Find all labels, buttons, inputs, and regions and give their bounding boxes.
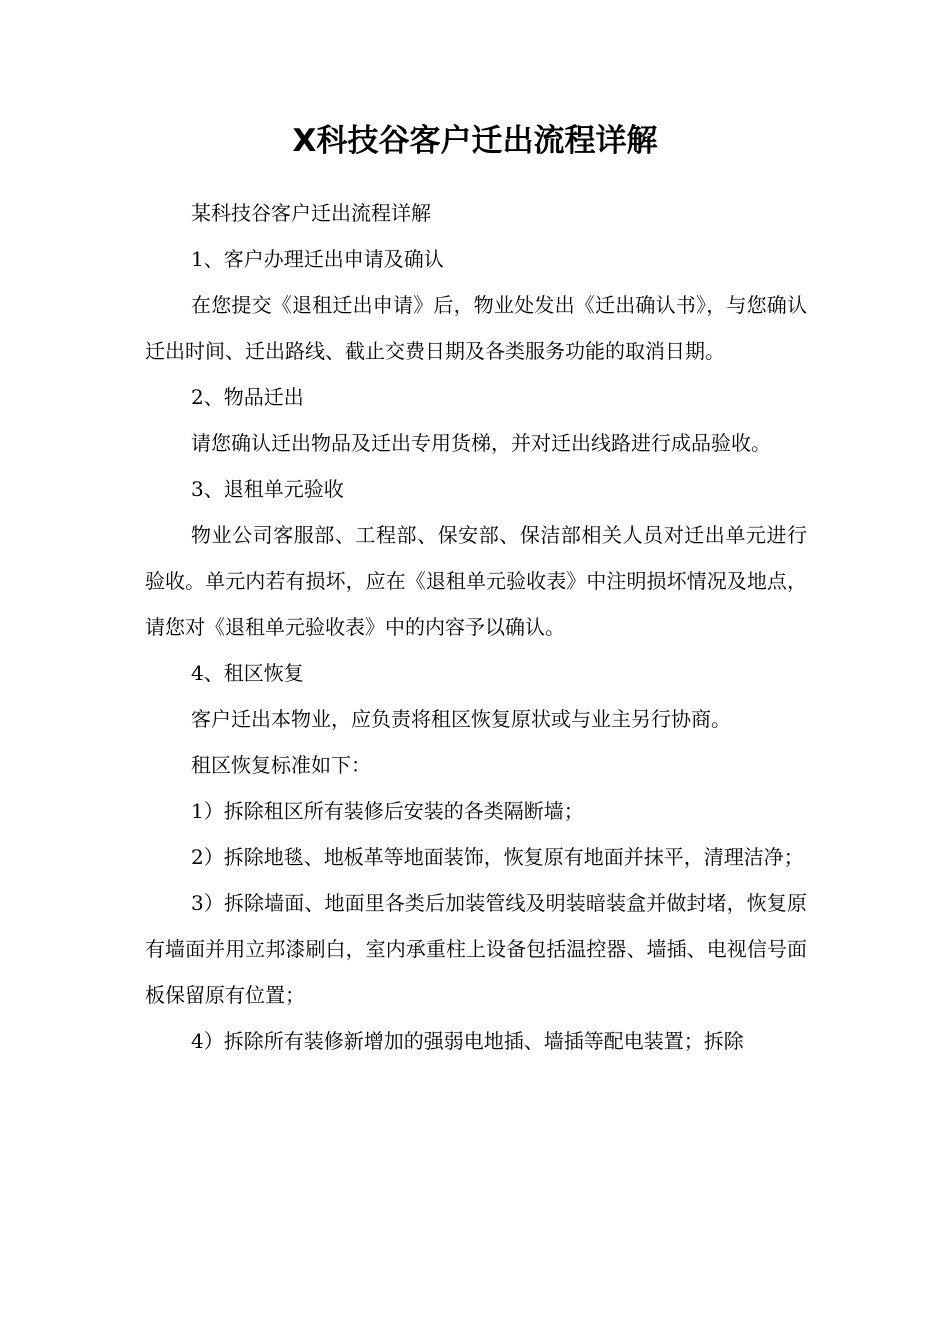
paragraph-subtitle: 某科技谷客户迁出流程详解 [191, 201, 431, 225]
paragraph: 在您提交《退租迁出申请》后，物业处发出《迁出确认书》，与您确认迁出时间、迁出路线、截止交费日期及各类服务功能的取消日期。 [145, 293, 807, 363]
section-heading-2: 2、物品迁出 [191, 385, 304, 409]
list-item: 1）拆除租区所有装修后安装的各类隔断墙； [191, 799, 584, 823]
list-item: 3）拆除墙面、地面里各类后加装管线及明装暗装盒并做封堵，恢复原有墙面并用立邦漆刷白，室内承重柱上设备包括温控器、墙插、电视信号面板保留原有位置； [145, 891, 807, 1007]
paragraph: 租区恢复标准如下： [191, 753, 371, 777]
document-title: X科技谷客户迁出流程详解 [292, 123, 658, 159]
section-heading-3: 3、退租单元验收 [191, 477, 344, 501]
paragraph: 物业公司客服部、工程部、保安部、保洁部相关人员对迁出单元进行验收。单元内若有损坏，应在《退租单元验收表》中注明损坏情况及地点，请您对《退租单元验收表》中的内容予以确认。 [145, 523, 807, 639]
document-body [145, 190, 807, 1064]
list-item: 2）拆除地毯、地板革等地面装饰，恢复原有地面并抹平，清理洁净； [191, 845, 804, 869]
paragraph: 客户迁出本物业，应负责将租区恢复原状或与业主另行协商。 [191, 707, 731, 731]
section-heading-1: 1、客户办理迁出申请及确认 [191, 247, 444, 271]
list-item: 4）拆除所有装修新增加的强弱电地插、墙插等配电装置；拆除 [191, 1029, 744, 1053]
section-heading-4: 4、租区恢复 [191, 661, 304, 685]
paragraph: 请您确认迁出物品及迁出专用货梯，并对迁出线路进行成品验收。 [191, 431, 771, 455]
